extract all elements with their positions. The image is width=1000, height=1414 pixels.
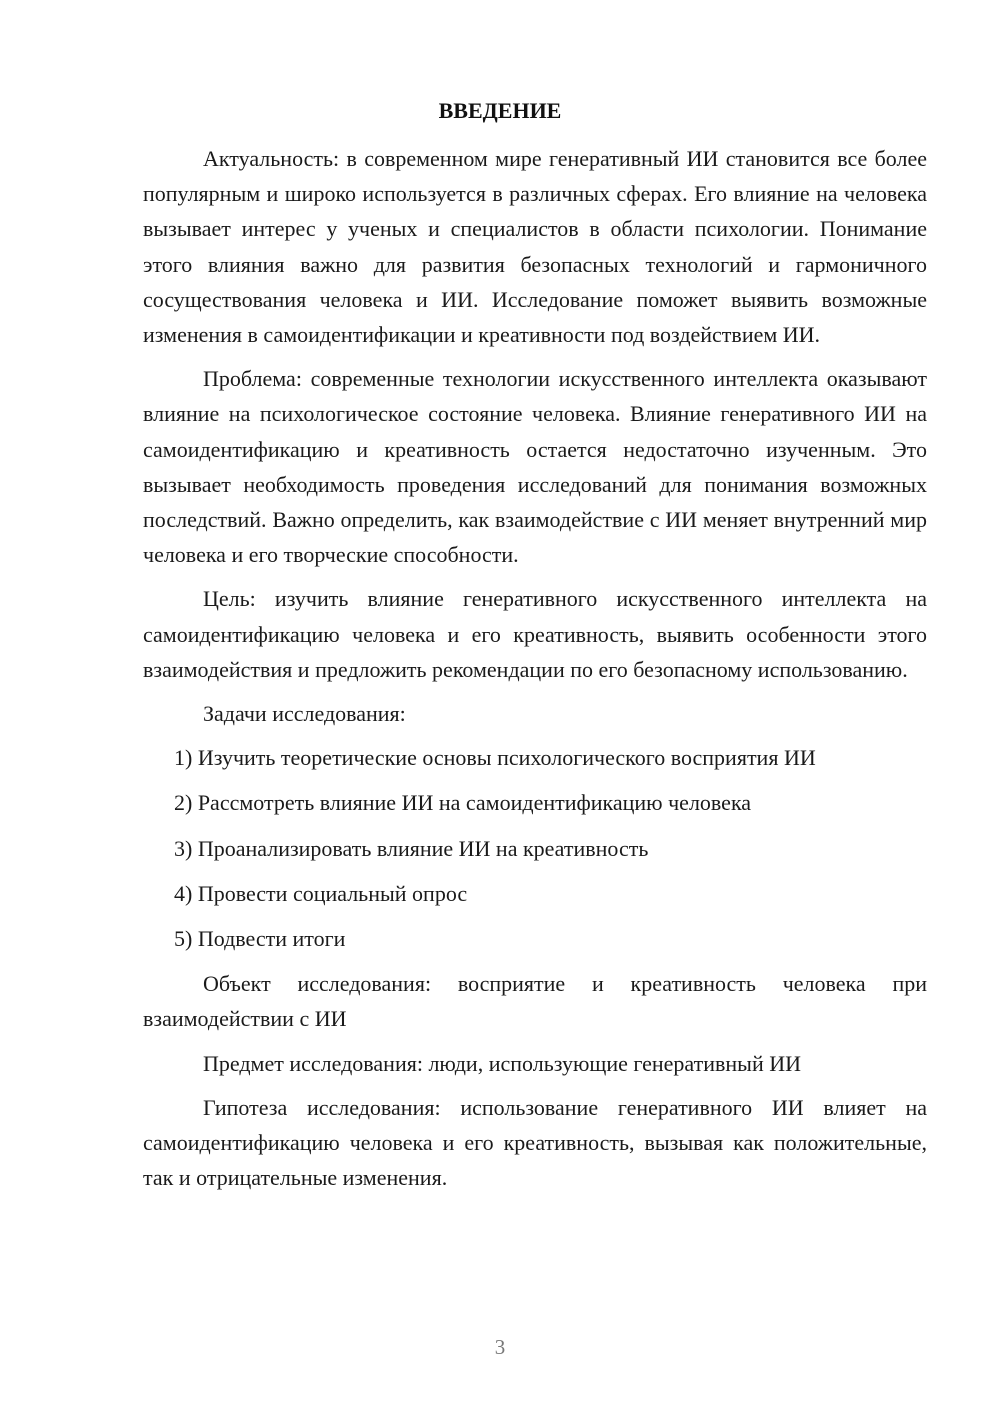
paragraph-object: Объект исследования: восприятие и креативность человека при взаимодействии с ИИ [143,971,927,1032]
task-list [143,740,927,956]
task-item: 3) Проанализировать влияние ИИ на креативность [174,835,649,861]
paragraph-goal: Цель: изучить влияние генеративного искусственного интеллекта на самоидентификацию человека и его креативность, выявить особенности этого взаимодействия и предложить рекомендации по его безопасному использованию. [143,586,927,682]
paragraph-hypothesis: Гипотеза исследования: использование генеративного ИИ влияет на самоидентификацию человека и его креативность, вызывая как положительные, так и отрицательные изменения. [143,1094,927,1191]
paragraph-problem: Проблема: современные технологии искусственного интеллекта оказывают влияние на психологическое состояние человека. Влияние генеративного ИИ на самоидентификацию и креативность остается недостаточно изученным. Это вызывает необходимость проведения исследований для понимания возможных последствий. Важно определить, как взаимодействие с ИИ меняет внутренний мир человека и его творческие способности. [143,366,927,568]
task-item: 4) Провести социальный опрос [174,880,468,906]
paragraph-relevance: Актуальность: в современном мире генеративный ИИ становится все более популярным и широко используется в различных сферах. Его влияние на человека вызывает интерес у ученых и специалистов в области психологии. Понимание этого влияния важно для развития безопасных технологий и гармоничного сосуществования человека и ИИ. Исследование поможет выявить возможные изменения в самоидентификации и креативности под воздействием ИИ. [143,146,927,348]
paragraph-tasks-intro: Задачи исследования: [203,701,406,727]
task-item: 5) Подвести итоги [174,926,346,952]
document-body [143,141,927,1204]
task-item: 1) Изучить теоретические основы психологического восприятия ИИ [174,745,816,771]
page-number: 3 [494,1335,506,1359]
page-title: ВВЕДЕНИЕ [438,98,562,123]
task-item: 2) Рассмотреть влияние ИИ на самоидентификацию человека [174,790,752,816]
paragraph-subject: Предмет исследования: люди, использующие генеративный ИИ [203,1050,801,1076]
